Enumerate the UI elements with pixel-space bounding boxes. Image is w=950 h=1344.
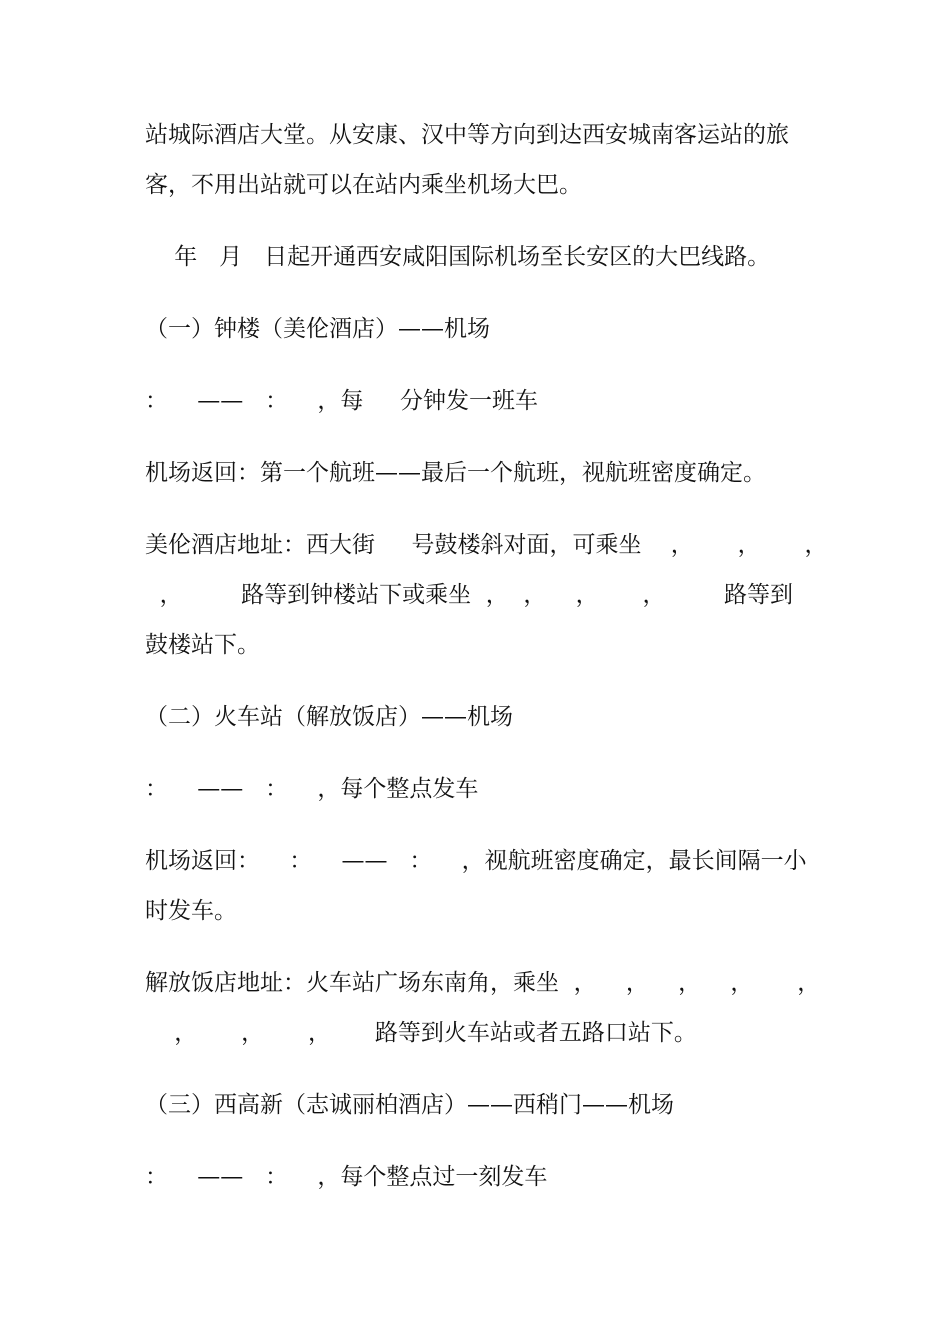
text-line: 年 月 日起开通西安咸阳国际机场至长安区的大巴线路。 [145,244,771,270]
section-heading: （一）钟楼（美伦酒店）——机场 [145,316,490,342]
text-line: 站城际酒店大堂。从安康、汉中等方向到达西安城南客运站的旅 [145,122,789,148]
text-line: ： —— ： ，每个整点过一刻发车 [145,1164,548,1190]
text-line: ： —— ： ，每 分钟发一班车 [145,388,538,414]
text-line: ： —— ： ，每个整点发车 [145,776,479,802]
text-line: ， ， ， 路等到火车站或者五路口站下。 [145,1020,697,1046]
text-line: 美伦酒店地址：西大街 号鼓楼斜对面，可乘坐 ， ， ， [145,532,828,558]
text-line: 机场返回：第一个航班——最后一个航班，视航班密度确定。 [145,460,766,486]
text-line: ， 路等到钟楼站下或乘坐 ， ， ， ， 路等到 [145,582,793,608]
text-line: 解放饭店地址：火车站广场东南角，乘坐 ， ， ， ， ， [145,970,821,996]
text-line: 机场返回： ： —— ： ，视航班密度确定，最长间隔一小 [145,848,807,874]
text-line: 鼓楼站下。 [145,632,260,658]
section-heading: （三）西高新（志诚丽柏酒店）——西稍门——机场 [145,1092,674,1118]
text-line: 时发车。 [145,898,237,924]
text-line: 客，不用出站就可以在站内乘坐机场大巴。 [145,172,582,198]
section-heading: （二）火车站（解放饭店）——机场 [145,704,513,730]
